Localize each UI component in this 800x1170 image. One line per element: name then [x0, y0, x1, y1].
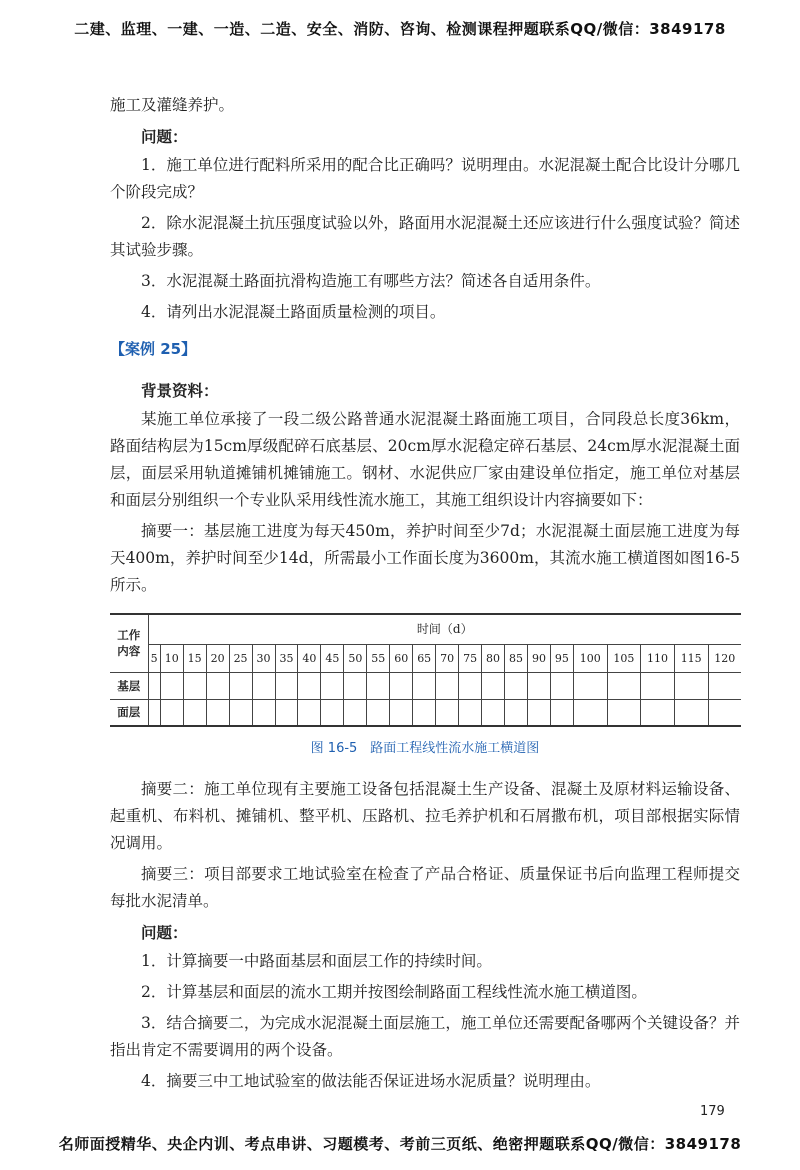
day-cell: 110 [641, 644, 675, 672]
row-label-base: 基层 [110, 672, 148, 699]
day-cell: 100 [573, 644, 607, 672]
day-cell: 85 [505, 644, 528, 672]
day-cell: 95 [550, 644, 573, 672]
row-header-cell [110, 614, 148, 672]
page-number: 179 [700, 1104, 725, 1119]
case-title: 【案例 25】 [110, 340, 197, 358]
prev-question: 3．水泥混凝土路面抗滑构造施工有哪些方法？简述各自适用条件。 [141, 272, 601, 290]
question: 4．摘要三中工地试验室的做法能否保证进场水泥质量？说明理由。 [141, 1072, 601, 1090]
day-cell: 30 [252, 644, 275, 672]
page-content [110, 92, 740, 1099]
question: 3．结合摘要二，为完成水泥混凝土面层施工，施工单位还需要配备哪两个关键设备？并指出肯定不需要调用的两个设备。 [110, 1014, 740, 1059]
day-cell: 115 [674, 644, 708, 672]
day-cell: 55 [367, 644, 390, 672]
row-header-bottom: 内容 [117, 644, 141, 659]
day-cell: 15 [183, 644, 206, 672]
question: 1．计算摘要一中路面基层和面层工作的持续时间。 [141, 952, 492, 970]
prev-question: 4．请列出水泥混凝土路面质量检测的项目。 [141, 303, 446, 321]
figure-caption: 图 16-5 路面工程线性流水施工横道图 [310, 741, 540, 756]
table-row-base [110, 672, 741, 699]
day-cell: 60 [390, 644, 413, 672]
row-header-top: 工作 [117, 628, 141, 643]
schedule-figure [110, 613, 740, 762]
summary-two: 摘要二：施工单位现有主要施工设备包括混凝土生产设备、混凝土及原材料运输设备、起重机、布料机、摊铺机、整平机、压路机、拉毛养护机和石屑撒布机，项目部根据实际情况调用。 [110, 780, 740, 852]
day-cell: 105 [607, 644, 641, 672]
day-cell: 45 [321, 644, 344, 672]
question: 2．计算基层和面层的流水工期并按图绘制路面工程线性流水施工横道图。 [141, 983, 647, 1001]
prev-case-tail: 施工及灌缝养护。 [110, 96, 235, 114]
day-cell: 65 [413, 644, 436, 672]
footer-banner: 名师面授精华、央企内训、考点串讲、习题模考、考前三页纸、绝密押题联系QQ/微信：3849178 [58, 1135, 742, 1153]
questions-title: 问题： [141, 923, 188, 942]
day-cell: 20 [206, 644, 229, 672]
summary-one: 摘要一：基层施工进度为每天450m，养护时间至少7d；水泥混凝土面层施工进度为每天400m，养护时间至少14d，所需最小工作面长度为3600m，其流水施工横道图如图16-5所示。 [110, 522, 740, 594]
table-row-surface [110, 699, 741, 726]
background-title: 背景资料： [141, 381, 219, 400]
day-cell: 70 [436, 644, 459, 672]
day-cell: 90 [527, 644, 550, 672]
time-header: 时间（d） [148, 614, 741, 644]
header-banner: 二建、监理、一建、一造、二造、安全、消防、咨询、检测课程押题联系QQ/微信：3849178 [74, 20, 726, 38]
prev-question: 1．施工单位进行配料所采用的配合比正确吗？说明理由。水泥混凝土配合比设计分哪几个阶段完成？ [110, 156, 740, 201]
summary-three: 摘要三：项目部要求工地试验室在检查了产品合格证、质量保证书后向监理工程师提交每批水泥清单。 [110, 865, 740, 910]
background-paragraph: 某施工单位承接了一段二级公路普通水泥混凝土路面施工项目，合同段总长度36km，路面结构层为15cm厚级配碎石底基层、20cm厚水泥稳定碎石基层、24cm厚水泥混凝土面层，面层采用轨道摊铺机摊铺施工。钢材、水泥供应厂家由建设单位指定，施工单位对基层和面层分别组织一个专业队采用线性流水施工，其施工组织设计内容摘要如下： [110, 410, 740, 509]
day-cell: 10 [160, 644, 183, 672]
prev-questions-title: 问题： [141, 127, 188, 146]
day-cell: 35 [275, 644, 298, 672]
day-cell: 5 [148, 644, 160, 672]
day-cell: 40 [298, 644, 321, 672]
schedule-table [110, 613, 741, 727]
day-cell: 120 [708, 644, 741, 672]
day-cell: 50 [344, 644, 367, 672]
day-cell: 80 [482, 644, 505, 672]
day-cell: 25 [229, 644, 252, 672]
row-label-surface: 面层 [110, 699, 148, 726]
day-cell: 75 [459, 644, 482, 672]
prev-question: 2．除水泥混凝土抗压强度试验以外，路面用水泥混凝土还应该进行什么强度试验？简述其试验步骤。 [110, 214, 740, 259]
